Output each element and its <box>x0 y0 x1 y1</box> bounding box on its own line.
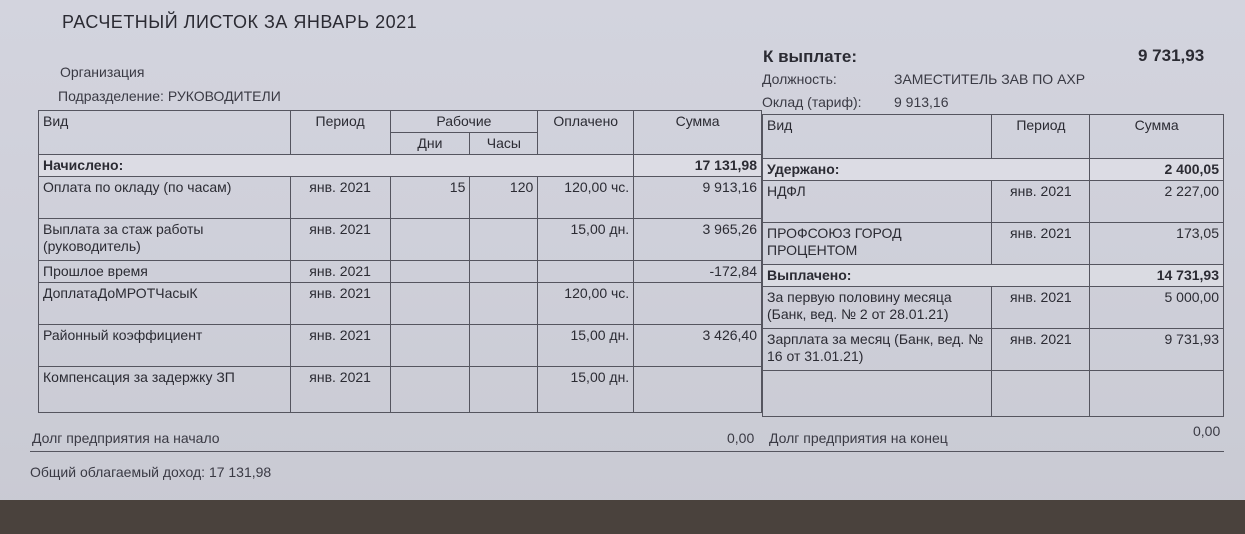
accrued-section-row <box>39 155 762 177</box>
row-period: янв. 2021 <box>290 177 390 219</box>
header-vid: Вид <box>39 111 291 155</box>
row-period: янв. 2021 <box>992 329 1090 371</box>
row-vid: Районный коэффициент <box>39 325 291 367</box>
header-vid: Вид <box>763 115 992 159</box>
row-period: янв. 2021 <box>290 219 390 261</box>
row-paid: 120,00 чс. <box>538 177 634 219</box>
row-hours: 120 <box>470 177 538 219</box>
row-hours <box>470 219 538 261</box>
footer-divider <box>30 451 1224 452</box>
row-vid: ПРОФСОЮЗ ГОРОД ПРОЦЕНТОМ <box>763 223 992 265</box>
accrued-label: Начислено: <box>39 155 634 177</box>
debt-end-label: Долг предприятия на конец <box>769 430 948 446</box>
row-paid: 15,00 дн. <box>538 367 634 413</box>
row-days <box>390 219 470 261</box>
row-hours <box>470 367 538 413</box>
table-row <box>763 287 1224 329</box>
to-pay-label: К выплате: <box>763 47 858 66</box>
paid-section-row <box>763 265 1224 287</box>
row-paid: 15,00 дн. <box>538 219 634 261</box>
row-period: янв. 2021 <box>992 181 1090 223</box>
row-sum: 9 913,16 <box>634 177 762 219</box>
row-period: янв. 2021 <box>290 261 390 283</box>
payslip-title: РАСЧЕТНЫЙ ЛИСТОК ЗА ЯНВАРЬ 2021 <box>62 12 418 32</box>
row-paid: 120,00 чс. <box>538 283 634 325</box>
row-days <box>390 261 470 283</box>
row-vid: Оплата по окладу (по часам) <box>39 177 291 219</box>
header-paid: Оплачено <box>538 111 634 155</box>
row-hours <box>470 283 538 325</box>
row-sum <box>634 283 762 325</box>
table-row <box>763 223 1224 265</box>
row-days <box>390 367 470 413</box>
department-value: РУКОВОДИТЕЛИ <box>167 88 281 104</box>
paid-label: Выплачено: <box>763 265 1090 287</box>
taxable-income-row <box>30 464 271 480</box>
organization-label: Организация <box>60 64 145 80</box>
table-row <box>39 283 762 325</box>
row-days <box>390 325 470 367</box>
to-pay-value: 9 731,93 <box>1138 46 1205 65</box>
debt-end-value: 0,00 <box>1193 423 1221 439</box>
row-sum: 2 227,00 <box>1090 181 1224 223</box>
deductions-table <box>762 114 1224 417</box>
position-label: Должность: <box>762 71 837 87</box>
header-sum: Сумма <box>634 111 762 155</box>
row-sum: -172,84 <box>634 261 762 283</box>
debt-start-value: 0,00 <box>727 430 755 446</box>
withheld-label: Удержано: <box>763 159 1090 181</box>
department-label: Подразделение: <box>58 88 164 104</box>
row-sum: 5 000,00 <box>1090 287 1224 329</box>
row-period: янв. 2021 <box>290 283 390 325</box>
row-vid: Зарплата за месяц (Банк, вед. № 16 от 31.01.21) <box>763 329 992 371</box>
row-vid: ДоплатаДоМРОТЧасыК <box>39 283 291 325</box>
row-period: янв. 2021 <box>290 325 390 367</box>
row-hours <box>470 325 538 367</box>
salary-label: Оклад (тариф): <box>762 94 862 110</box>
paid-total: 14 731,93 <box>1090 265 1224 287</box>
background-surface <box>0 500 1245 534</box>
header-days: Дни <box>390 133 470 155</box>
department-row <box>58 88 281 104</box>
row-vid: Компенсация за задержку ЗП <box>39 367 291 413</box>
row-sum <box>634 367 762 413</box>
row-days <box>390 283 470 325</box>
row-vid: НДФЛ <box>763 181 992 223</box>
header-period: Период <box>992 115 1090 159</box>
row-period: янв. 2021 <box>992 223 1090 265</box>
table-row <box>39 219 762 261</box>
debt-start-label: Долг предприятия на начало <box>32 430 220 446</box>
table-row <box>763 181 1224 223</box>
row-period: янв. 2021 <box>992 287 1090 329</box>
header-period: Период <box>290 111 390 155</box>
row-paid <box>538 261 634 283</box>
row-sum: 173,05 <box>1090 223 1224 265</box>
row-sum: 3 965,26 <box>634 219 762 261</box>
header-sum: Сумма <box>1090 115 1224 159</box>
row-vid: Прошлое время <box>39 261 291 283</box>
accruals-table <box>38 110 762 413</box>
table-row-empty <box>763 371 1224 417</box>
salary-value: 9 913,16 <box>894 94 949 110</box>
table-row <box>39 177 762 219</box>
withheld-total: 2 400,05 <box>1090 159 1224 181</box>
withheld-section-row <box>763 159 1224 181</box>
row-sum: 3 426,40 <box>634 325 762 367</box>
row-vid: За первую половину месяца (Банк, вед. № 2 от 28.01.21) <box>763 287 992 329</box>
row-hours <box>470 261 538 283</box>
row-period: янв. 2021 <box>290 367 390 413</box>
taxable-income-label: Общий облагаемый доход: <box>30 464 206 480</box>
row-days: 15 <box>390 177 470 219</box>
row-sum: 9 731,93 <box>1090 329 1224 371</box>
taxable-income-value: 17 131,98 <box>208 464 272 480</box>
header-hours: Часы <box>470 133 538 155</box>
position-value: ЗАМЕСТИТЕЛЬ ЗАВ ПО АХР <box>894 71 1086 87</box>
table-row <box>39 367 762 413</box>
table-row <box>39 325 762 367</box>
table-row <box>39 261 762 283</box>
row-vid: Выплата за стаж работы (руководитель) <box>39 219 291 261</box>
row-paid: 15,00 дн. <box>538 325 634 367</box>
header-working: Рабочие <box>390 111 538 133</box>
accrued-total: 17 131,98 <box>634 155 762 177</box>
table-row <box>763 329 1224 371</box>
